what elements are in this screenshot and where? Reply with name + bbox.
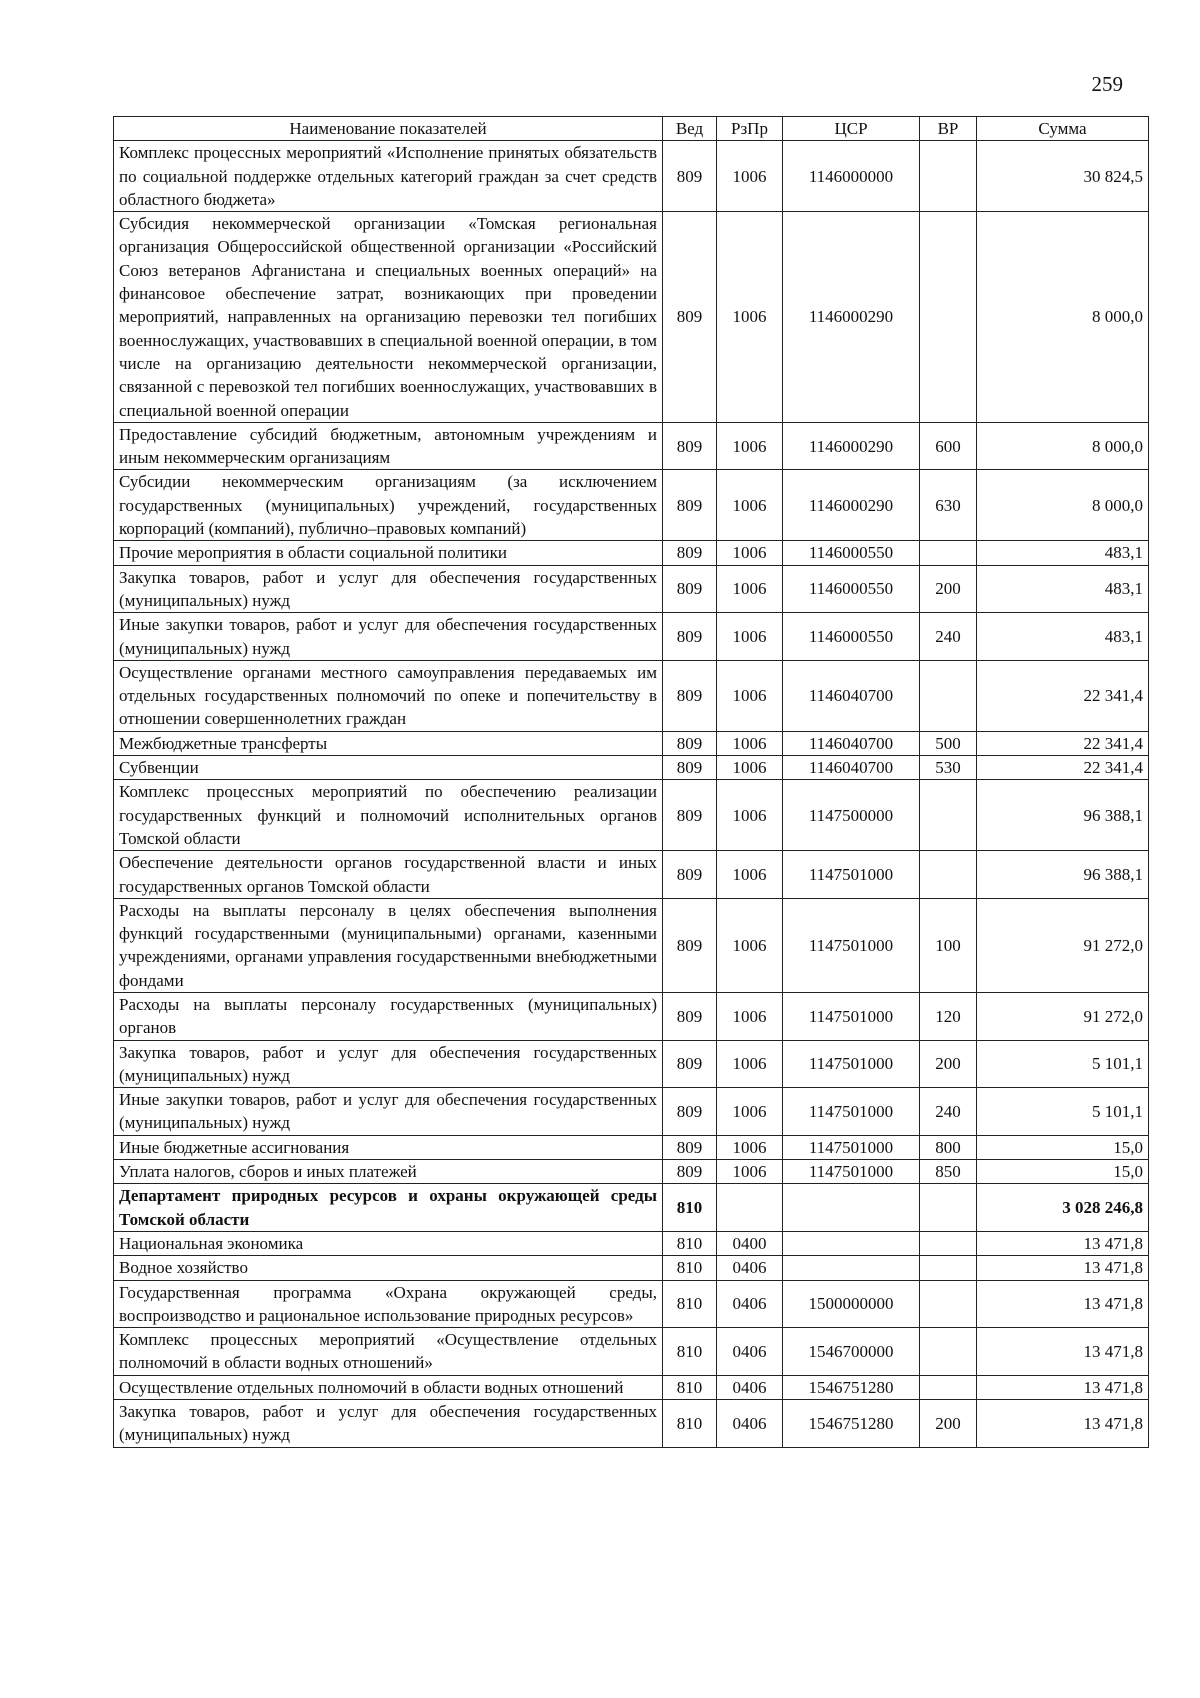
- cell-name: Государственная программа «Охрана окружающей среды, воспроизводство и рациональное использование природных ресурсов»: [114, 1280, 663, 1328]
- cell-rzpr: 1006: [717, 1040, 783, 1088]
- cell-sum: 22 341,4: [977, 660, 1149, 731]
- cell-name: Комплекс процессных мероприятий «Исполнение принятых обязательств по социальной поддержке отдельных категорий граждан за счет средств областного бюджета»: [114, 141, 663, 212]
- cell-rzpr: 0406: [717, 1256, 783, 1280]
- cell-sum: 13 471,8: [977, 1231, 1149, 1255]
- cell-name: Закупка товаров, работ и услуг для обеспечения государственных (муниципальных) нужд: [114, 1400, 663, 1448]
- cell-rzpr: 1006: [717, 541, 783, 565]
- cell-csr: 1147501000: [783, 992, 920, 1040]
- cell-rzpr: 0400: [717, 1231, 783, 1255]
- cell-sum: 15,0: [977, 1160, 1149, 1184]
- cell-ved: 809: [663, 898, 717, 992]
- cell-name: Субсидия некоммерческой организации «Томская региональная организация Общероссийской общественной организации «Российский Союз ветеранов Афганистана и специальных военных операций» на финансовое обеспечение затрат, возникающих при проведении мероприятий, направленных на организацию перевозки тел погибших военнослужащих, участвовавших в специальной военной операции, в том числе на организацию деятельности некоммерческой организации, связанной с перевозкой тел погибших военнослужащих, участвовавших в специальной военной операции: [114, 212, 663, 423]
- cell-ved: 810: [663, 1280, 717, 1328]
- cell-ved: 810: [663, 1400, 717, 1448]
- cell-vr: 630: [920, 470, 977, 541]
- cell-sum: 22 341,4: [977, 731, 1149, 755]
- cell-csr: 1147501000: [783, 1160, 920, 1184]
- table-row: [114, 756, 1149, 780]
- cell-sum: 91 272,0: [977, 992, 1149, 1040]
- cell-name: Иные закупки товаров, работ и услуг для обеспечения государственных (муниципальных) нужд: [114, 613, 663, 661]
- cell-sum: 5 101,1: [977, 1040, 1149, 1088]
- table-row: [114, 1280, 1149, 1328]
- cell-rzpr: 1006: [717, 1135, 783, 1159]
- cell-sum: 13 471,8: [977, 1375, 1149, 1399]
- cell-name: Расходы на выплаты персоналу в целях обеспечения выполнения функций государственными (муниципальными) органами, казенными учреждениями, органами управления государственными внебюджетными фондами: [114, 898, 663, 992]
- cell-sum: 483,1: [977, 565, 1149, 613]
- cell-vr: 240: [920, 1088, 977, 1136]
- cell-rzpr: 1006: [717, 898, 783, 992]
- cell-rzpr: 1006: [717, 1160, 783, 1184]
- cell-sum: 91 272,0: [977, 898, 1149, 992]
- cell-csr: 1546751280: [783, 1400, 920, 1448]
- cell-rzpr: 1006: [717, 1088, 783, 1136]
- cell-csr: 1146000290: [783, 212, 920, 423]
- table-row: [114, 851, 1149, 899]
- cell-vr: [920, 1184, 977, 1232]
- cell-sum: 13 471,8: [977, 1280, 1149, 1328]
- table-row: [114, 1184, 1149, 1232]
- cell-rzpr: 1006: [717, 660, 783, 731]
- cell-ved: 809: [663, 780, 717, 851]
- page-number: 259: [1091, 72, 1123, 96]
- cell-ved: 809: [663, 212, 717, 423]
- cell-ved: 809: [663, 660, 717, 731]
- cell-sum: 15,0: [977, 1135, 1149, 1159]
- header-rzpr: РзПр: [717, 117, 783, 141]
- cell-name: Субсидии некоммерческим организациям (за исключением государственных (муниципальных) учреждений, государственных корпораций (компаний), публично–правовых компаний): [114, 470, 663, 541]
- table-row: [114, 141, 1149, 212]
- cell-ved: 809: [663, 756, 717, 780]
- header-vr: ВР: [920, 117, 977, 141]
- cell-ved: 810: [663, 1375, 717, 1399]
- cell-sum: 8 000,0: [977, 470, 1149, 541]
- cell-vr: 800: [920, 1135, 977, 1159]
- cell-csr: 1546700000: [783, 1328, 920, 1376]
- cell-csr: 1146000550: [783, 541, 920, 565]
- table-row: [114, 470, 1149, 541]
- table-row: [114, 1231, 1149, 1255]
- table-row: [114, 1040, 1149, 1088]
- cell-ved: 809: [663, 422, 717, 470]
- cell-sum: 96 388,1: [977, 780, 1149, 851]
- cell-ved: 810: [663, 1231, 717, 1255]
- table-row: [114, 422, 1149, 470]
- cell-csr: 1146000000: [783, 141, 920, 212]
- cell-ved: 809: [663, 992, 717, 1040]
- table-row: [114, 731, 1149, 755]
- cell-ved: 809: [663, 541, 717, 565]
- table-row: [114, 212, 1149, 423]
- cell-csr: 1546751280: [783, 1375, 920, 1399]
- table-header: [114, 117, 1149, 141]
- cell-vr: 500: [920, 731, 977, 755]
- cell-sum: 8 000,0: [977, 422, 1149, 470]
- cell-name: Осуществление отдельных полномочий в области водных отношений: [114, 1375, 663, 1399]
- cell-name: Предоставление субсидий бюджетным, автономным учреждениям и иным некоммерческим организациям: [114, 422, 663, 470]
- cell-vr: [920, 780, 977, 851]
- table-row: [114, 1256, 1149, 1280]
- cell-csr: 1147501000: [783, 898, 920, 992]
- cell-vr: 200: [920, 1040, 977, 1088]
- table-row: [114, 660, 1149, 731]
- cell-ved: 809: [663, 470, 717, 541]
- cell-csr: [783, 1231, 920, 1255]
- cell-rzpr: 1006: [717, 212, 783, 423]
- cell-name: Межбюджетные трансферты: [114, 731, 663, 755]
- cell-rzpr: [717, 1184, 783, 1232]
- cell-vr: [920, 212, 977, 423]
- cell-ved: 809: [663, 613, 717, 661]
- cell-ved: 809: [663, 851, 717, 899]
- cell-csr: 1147501000: [783, 851, 920, 899]
- cell-csr: 1500000000: [783, 1280, 920, 1328]
- cell-csr: 1147501000: [783, 1135, 920, 1159]
- cell-sum: 96 388,1: [977, 851, 1149, 899]
- cell-ved: 810: [663, 1328, 717, 1376]
- cell-csr: [783, 1256, 920, 1280]
- cell-vr: 200: [920, 565, 977, 613]
- cell-sum: 13 471,8: [977, 1400, 1149, 1448]
- cell-name: Осуществление органами местного самоуправления передаваемых им отдельных государственных полномочий по опеке и попечительству в отношении совершеннолетних граждан: [114, 660, 663, 731]
- cell-rzpr: 0406: [717, 1280, 783, 1328]
- cell-sum: 30 824,5: [977, 141, 1149, 212]
- cell-ved: 809: [663, 1160, 717, 1184]
- cell-csr: 1147500000: [783, 780, 920, 851]
- cell-rzpr: 1006: [717, 422, 783, 470]
- cell-csr: 1146000290: [783, 422, 920, 470]
- cell-vr: 240: [920, 613, 977, 661]
- table-row: [114, 1135, 1149, 1159]
- cell-name: Расходы на выплаты персоналу государственных (муниципальных) органов: [114, 992, 663, 1040]
- cell-name: Департамент природных ресурсов и охраны окружающей среды Томской области: [114, 1184, 663, 1232]
- table-row: [114, 1400, 1149, 1448]
- cell-name: Обеспечение деятельности органов государственной власти и иных государственных органов Томской области: [114, 851, 663, 899]
- cell-sum: 13 471,8: [977, 1328, 1149, 1376]
- header-name: Наименование показателей: [114, 117, 663, 141]
- cell-ved: 809: [663, 1135, 717, 1159]
- table-row: [114, 1088, 1149, 1136]
- cell-rzpr: 1006: [717, 780, 783, 851]
- cell-rzpr: 1006: [717, 851, 783, 899]
- cell-vr: 600: [920, 422, 977, 470]
- cell-vr: [920, 660, 977, 731]
- cell-sum: 483,1: [977, 541, 1149, 565]
- cell-ved: 809: [663, 1088, 717, 1136]
- cell-ved: 809: [663, 141, 717, 212]
- table-row: [114, 613, 1149, 661]
- cell-vr: [920, 1231, 977, 1255]
- cell-rzpr: 0406: [717, 1400, 783, 1448]
- table-row: [114, 780, 1149, 851]
- cell-vr: 530: [920, 756, 977, 780]
- header-ved: Вед: [663, 117, 717, 141]
- cell-vr: 200: [920, 1400, 977, 1448]
- cell-vr: [920, 1328, 977, 1376]
- cell-sum: 3 028 246,8: [977, 1184, 1149, 1232]
- table-row: [114, 992, 1149, 1040]
- cell-vr: [920, 1256, 977, 1280]
- cell-rzpr: 1006: [717, 613, 783, 661]
- cell-ved: 809: [663, 565, 717, 613]
- cell-name: Комплекс процессных мероприятий по обеспечению реализации государственных функций и полномочий исполнительных органов Томской области: [114, 780, 663, 851]
- header-sum: Сумма: [977, 117, 1149, 141]
- cell-name: Иные бюджетные ассигнования: [114, 1135, 663, 1159]
- cell-csr: 1146040700: [783, 756, 920, 780]
- cell-csr: 1146040700: [783, 660, 920, 731]
- cell-csr: 1146040700: [783, 731, 920, 755]
- table-row: [114, 1160, 1149, 1184]
- cell-name: Субвенции: [114, 756, 663, 780]
- cell-sum: 8 000,0: [977, 212, 1149, 423]
- cell-rzpr: 1006: [717, 731, 783, 755]
- table-row: [114, 898, 1149, 992]
- cell-vr: [920, 141, 977, 212]
- cell-csr: 1147501000: [783, 1088, 920, 1136]
- cell-vr: 850: [920, 1160, 977, 1184]
- cell-csr: [783, 1184, 920, 1232]
- cell-ved: 810: [663, 1184, 717, 1232]
- cell-vr: [920, 851, 977, 899]
- cell-rzpr: 1006: [717, 756, 783, 780]
- cell-vr: [920, 541, 977, 565]
- table-row: [114, 1375, 1149, 1399]
- cell-rzpr: 0406: [717, 1328, 783, 1376]
- cell-ved: 809: [663, 1040, 717, 1088]
- cell-rzpr: 1006: [717, 470, 783, 541]
- cell-sum: 5 101,1: [977, 1088, 1149, 1136]
- cell-vr: 120: [920, 992, 977, 1040]
- cell-csr: 1146000550: [783, 613, 920, 661]
- table-row: [114, 565, 1149, 613]
- cell-csr: 1147501000: [783, 1040, 920, 1088]
- cell-name: Национальная экономика: [114, 1231, 663, 1255]
- table-row: [114, 541, 1149, 565]
- cell-vr: [920, 1280, 977, 1328]
- cell-ved: 810: [663, 1256, 717, 1280]
- header-csr: ЦСР: [783, 117, 920, 141]
- table-row: [114, 1328, 1149, 1376]
- cell-name: Закупка товаров, работ и услуг для обеспечения государственных (муниципальных) нужд: [114, 1040, 663, 1088]
- cell-ved: 809: [663, 731, 717, 755]
- cell-name: Закупка товаров, работ и услуг для обеспечения государственных (муниципальных) нужд: [114, 565, 663, 613]
- header-row: [114, 117, 1149, 141]
- cell-name: Иные закупки товаров, работ и услуг для обеспечения государственных (муниципальных) нужд: [114, 1088, 663, 1136]
- cell-sum: 483,1: [977, 613, 1149, 661]
- cell-vr: 100: [920, 898, 977, 992]
- cell-rzpr: 0406: [717, 1375, 783, 1399]
- cell-csr: 1146000290: [783, 470, 920, 541]
- cell-sum: 13 471,8: [977, 1256, 1149, 1280]
- cell-vr: [920, 1375, 977, 1399]
- cell-rzpr: 1006: [717, 565, 783, 613]
- cell-name: Уплата налогов, сборов и иных платежей: [114, 1160, 663, 1184]
- cell-name: Водное хозяйство: [114, 1256, 663, 1280]
- cell-csr: 1146000550: [783, 565, 920, 613]
- cell-name: Комплекс процессных мероприятий «Осуществление отдельных полномочий в области водных отношений»: [114, 1328, 663, 1376]
- cell-sum: 22 341,4: [977, 756, 1149, 780]
- cell-rzpr: 1006: [717, 992, 783, 1040]
- table-body: [114, 141, 1149, 1447]
- budget-table: [113, 116, 1149, 1448]
- cell-name: Прочие мероприятия в области социальной политики: [114, 541, 663, 565]
- cell-rzpr: 1006: [717, 141, 783, 212]
